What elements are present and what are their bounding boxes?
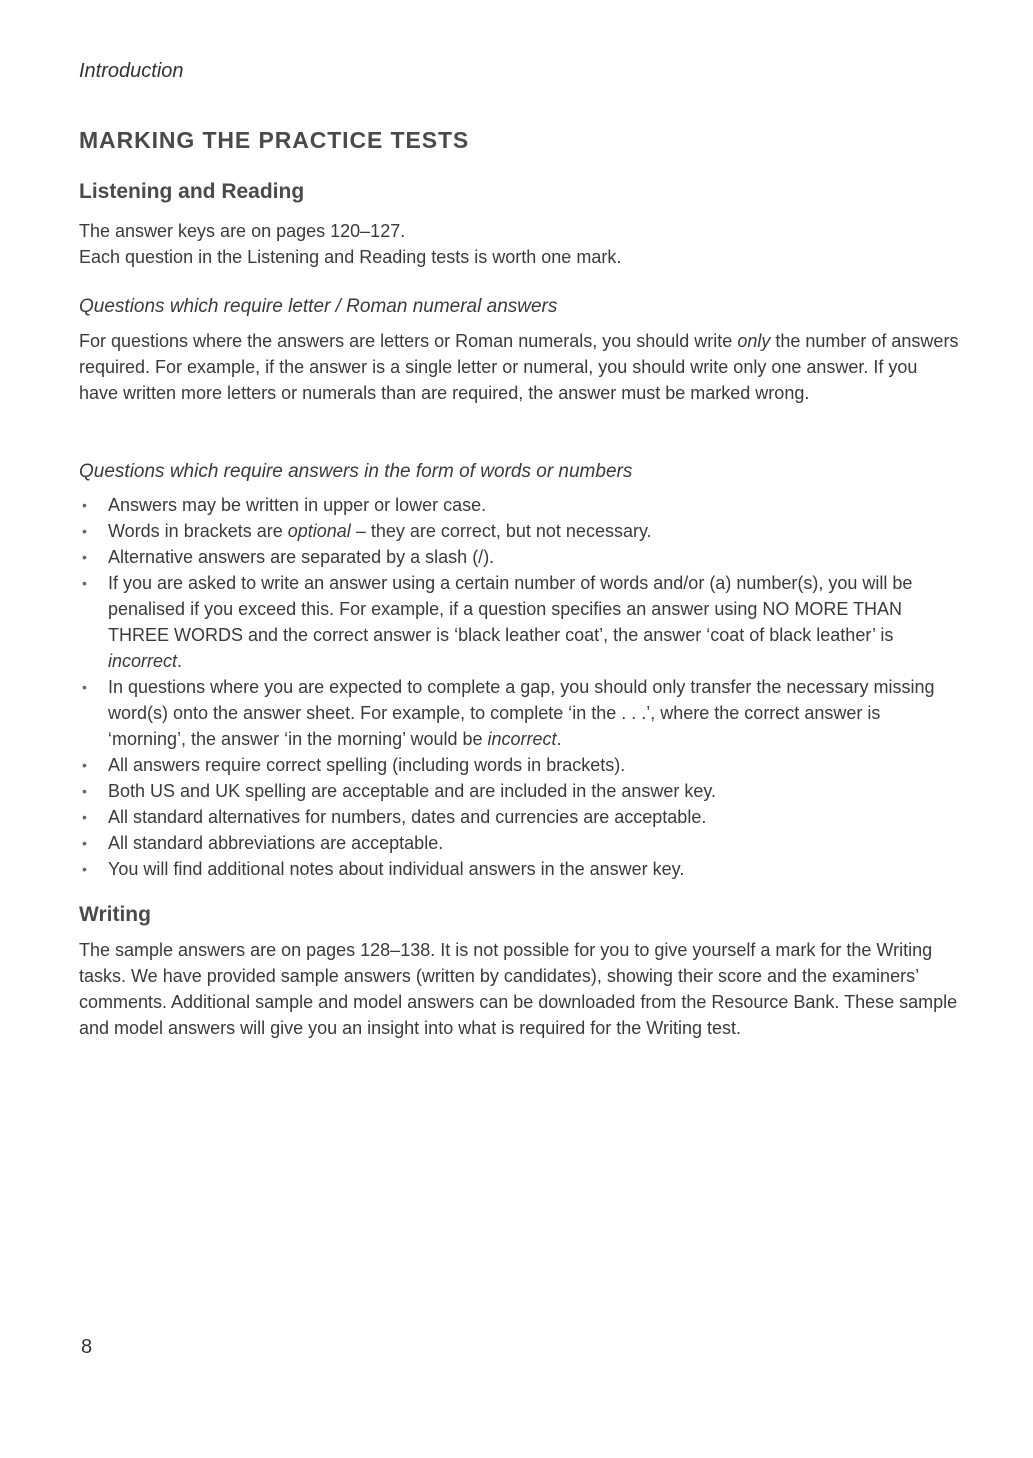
bullet-text: All answers require correct spelling (including words in brackets). — [108, 755, 626, 775]
bullet-item — [79, 856, 959, 882]
bullet-text: You will find additional notes about individual answers in the answer key. — [108, 859, 685, 879]
bullet-text: All standard abbreviations are acceptable. — [108, 833, 444, 853]
bullet-text: In questions where you are expected to complete a gap, you should only transfer the necessary missing word(s) onto the answer sheet. For example, to complete ‘in the . . .’, where the correct answer is ‘morning’, the answer ‘in the morning’ would be — [108, 677, 935, 749]
bullet-text: Words in brackets are — [108, 521, 288, 541]
page-title: MARKING THE PRACTICE TESTS — [79, 127, 470, 153]
bullet-text-after: – they are correct, but not necessary. — [350, 521, 652, 541]
emphasis-only: only — [737, 331, 771, 351]
bullet-text: If you are asked to write an answer using a certain number of words and/or (a) number(s), you will be penalised if you exceed this. For example, if a question specifies an answer using NO MORE THAN THREE WORDS and the correct answer is ‘black leather coat’, the answer ‘coat of black leather’ is — [108, 573, 913, 645]
letter-numeral-paragraph — [79, 328, 959, 406]
bullet-item — [79, 674, 959, 752]
bullet-emphasis: incorrect — [487, 729, 557, 749]
bullet-text: Answers may be written in upper or lower case. — [108, 495, 487, 515]
bullet-item — [79, 830, 959, 856]
bullet-dot-icon: • — [82, 497, 87, 513]
letter-numeral-text-before: For questions where the answers are letters or Roman numerals, you should write — [79, 331, 738, 351]
bullet-dot-icon: • — [82, 783, 87, 799]
bullet-item — [79, 570, 959, 674]
bullet-dot-icon: • — [82, 809, 87, 825]
bullet-text: All standard alternatives for numbers, dates and currencies are acceptable. — [108, 807, 707, 827]
bullet-item — [79, 778, 959, 804]
bullet-item — [79, 518, 959, 544]
bullet-text: Both US and UK spelling are acceptable and are included in the answer key. — [108, 781, 717, 801]
subheading-words-numbers: Questions which require answers in the form of words or numbers — [79, 461, 633, 482]
bullet-text-after: . — [556, 729, 562, 749]
bullet-dot-icon: • — [82, 757, 87, 773]
rules-bullet-list — [79, 492, 959, 882]
bullet-dot-icon: • — [82, 835, 87, 851]
intro-line-2: Each question in the Listening and Reading tests is worth one mark. — [79, 247, 622, 267]
section-heading-listening-reading: Listening and Reading — [79, 180, 305, 203]
bullet-item — [79, 752, 959, 778]
writing-text: The sample answers are on pages 128–138. It is not possible for you to give yourself a mark for the Writing tasks. We have provided sample answers (written by candidates), showing their score and the examiners’ comments. Additional sample and model answers can be downloaded from the Resource Bank. These sample and model answers will give you an insight into what is required for the Writing test. — [79, 940, 958, 1038]
subheading-letter-numeral: Questions which require letter / Roman numeral answers — [79, 296, 558, 317]
bullet-dot-icon: • — [82, 861, 87, 877]
writing-paragraph — [79, 937, 959, 1041]
bullet-dot-icon: • — [82, 523, 87, 539]
intro-paragraph — [79, 218, 959, 270]
section-heading-writing: Writing — [79, 903, 151, 926]
intro-line-1: The answer keys are on pages 120–127. — [79, 221, 406, 241]
bullet-emphasis: optional — [287, 521, 351, 541]
bullet-item — [79, 492, 959, 518]
bullet-dot-icon: • — [82, 679, 87, 695]
bullet-text-after: . — [177, 651, 183, 671]
bullet-dot-icon: • — [82, 549, 87, 565]
running-head: Introduction — [79, 60, 184, 82]
bullet-item — [79, 544, 959, 570]
bullet-dot-icon: • — [82, 575, 87, 591]
letter-numeral-text-after: the number of answers required. For example, if the answer is a single letter or numeral, you should write only one answer. If you have written more letters or numerals than are required, the answer must be marked wrong. — [79, 331, 959, 403]
page-number: 8 — [81, 1336, 93, 1358]
bullet-text: Alternative answers are separated by a slash (/). — [108, 547, 495, 567]
letter-numeral-text — [79, 328, 959, 406]
bullet-emphasis: incorrect — [108, 651, 178, 671]
bullet-item — [79, 804, 959, 830]
